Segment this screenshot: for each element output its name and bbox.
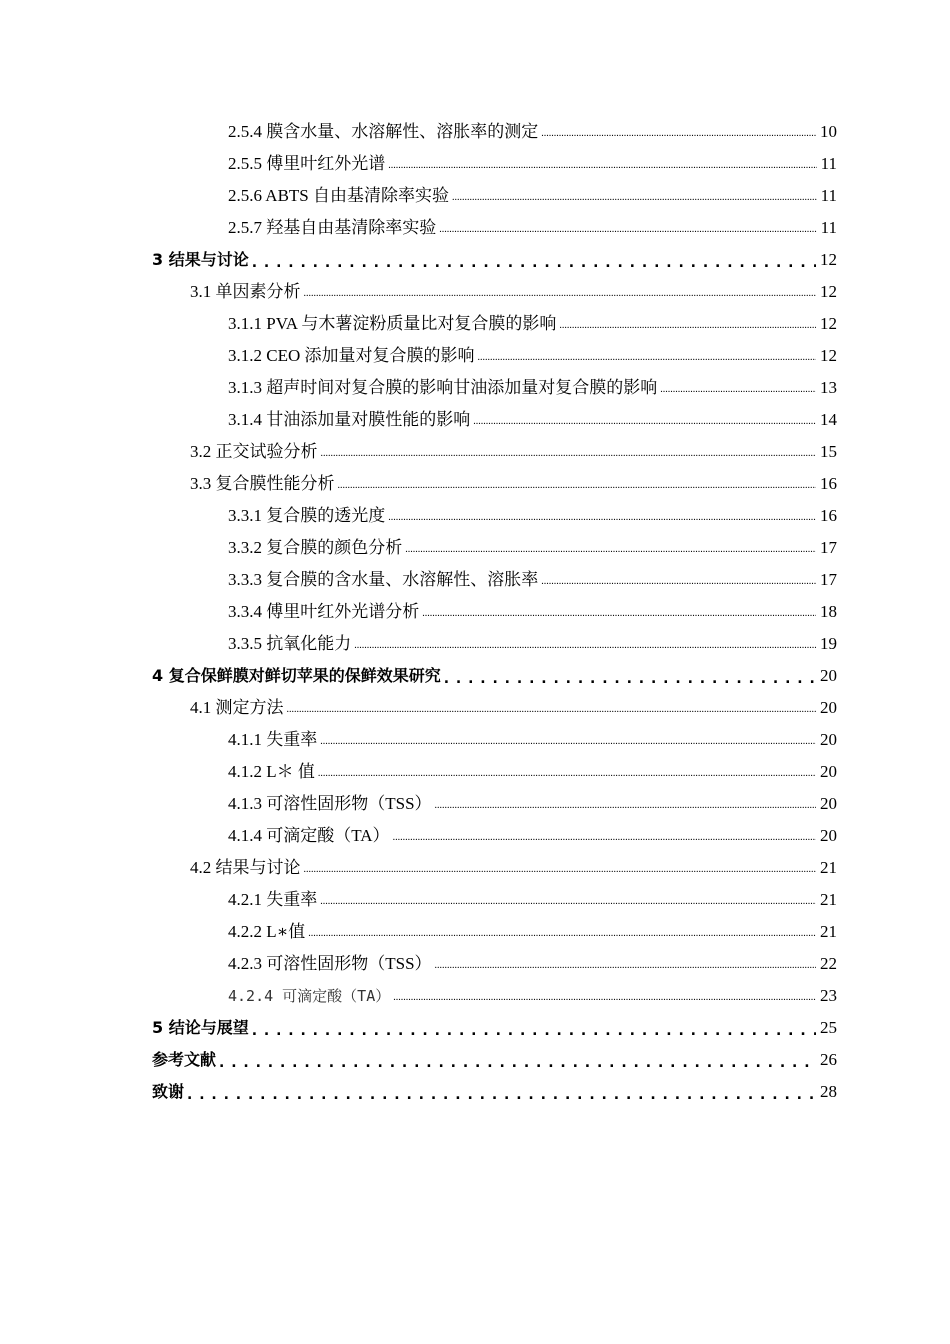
- toc-entry[interactable]: [0, 1076, 950, 1108]
- toc-entry-title: 2.5.6 ABTS 自由基清除率实验: [228, 186, 450, 205]
- toc-entry-title: 4.2.1 失重率: [228, 890, 318, 909]
- toc-entry[interactable]: [0, 436, 950, 468]
- toc-entry-page-number: 10: [820, 122, 837, 141]
- toc-dot-leader: [393, 820, 816, 852]
- toc-entry[interactable]: [0, 1012, 950, 1044]
- toc-dot-leader: [393, 980, 816, 1012]
- toc-entry-page-number: 11: [820, 154, 837, 173]
- toc-entry-title: 3.1.2 CEO 添加量对复合膜的影响: [228, 346, 475, 365]
- toc-entry[interactable]: [0, 1044, 950, 1076]
- toc-entry[interactable]: [0, 468, 950, 500]
- toc-dot-leader: [473, 404, 816, 436]
- toc-entry-page-number: 21: [820, 922, 837, 941]
- toc-dot-leader: [541, 116, 816, 148]
- toc-entry-title: 3.1 单因素分析: [190, 282, 301, 301]
- toc-dot-leader: [452, 180, 817, 212]
- toc-dot-leader: [252, 244, 816, 276]
- toc-entry-title: 4.1 测定方法: [190, 698, 284, 717]
- toc-entry[interactable]: [0, 340, 950, 372]
- toc-dot-leader: [320, 884, 816, 916]
- toc-dot-leader: [219, 1044, 816, 1076]
- toc-entry[interactable]: [0, 372, 950, 404]
- toc-entry-title: 5 结论与展望: [152, 1018, 249, 1037]
- toc-entry[interactable]: [0, 916, 950, 948]
- toc-dot-leader: [252, 1012, 816, 1044]
- toc-dot-leader: [439, 212, 816, 244]
- toc-entry-page-number: 12: [820, 346, 837, 365]
- toc-entry-page-number: 11: [820, 218, 837, 237]
- toc-entry-page-number: 28: [820, 1082, 837, 1101]
- toc-entry-title: 4.2.4 可滴定酸（TA）: [228, 987, 391, 1005]
- toc-entry-page-number: 26: [820, 1050, 837, 1069]
- toc-entry-title: 致谢: [152, 1082, 185, 1101]
- toc-dot-leader: [354, 628, 816, 660]
- toc-entry-title: 3.1.4 甘油添加量对膜性能的影响: [228, 410, 471, 429]
- toc-entry-title: 4.1.1 失重率: [228, 730, 318, 749]
- toc-entry-title: 3.3.5 抗氧化能力: [228, 634, 352, 653]
- toc-entry[interactable]: [0, 116, 950, 148]
- toc-entry[interactable]: [0, 308, 950, 340]
- toc-entry-title: 3.2 正交试验分析: [190, 442, 318, 461]
- toc-entry[interactable]: [0, 628, 950, 660]
- toc-entry-title: 3.3.1 复合膜的透光度: [228, 506, 386, 525]
- table-of-contents: [0, 116, 950, 1108]
- toc-entry[interactable]: [0, 852, 950, 884]
- toc-entry[interactable]: [0, 980, 950, 1012]
- toc-entry[interactable]: [0, 756, 950, 788]
- toc-entry-title: 3.3.3 复合膜的含水量、水溶解性、溶胀率: [228, 570, 539, 589]
- toc-entry-page-number: 17: [820, 570, 837, 589]
- toc-dot-leader: [422, 596, 816, 628]
- toc-dot-leader: [321, 436, 817, 468]
- toc-entry-page-number: 19: [820, 634, 837, 653]
- toc-dot-leader: [318, 756, 816, 788]
- toc-entry-title: 4.2.2 L∗值: [228, 922, 306, 941]
- toc-entry-title: 4.1.4 可滴定酸（TA）: [228, 826, 390, 845]
- toc-entry-title: 3.1.3 超声时间对复合膜的影响甘油添加量对复合膜的影响: [228, 378, 658, 397]
- toc-entry-title: 3.1.1 PVA 与木薯淀粉质量比对复合膜的影响: [228, 314, 557, 333]
- toc-entry-title: 3 结果与讨论: [152, 250, 249, 269]
- toc-entry-page-number: 20: [820, 826, 837, 845]
- toc-entry-page-number: 13: [820, 378, 837, 397]
- toc-entry-title: 4.1.2 L＊ 值: [228, 762, 315, 781]
- toc-entry-title: 3.3.2 复合膜的颜色分析: [228, 538, 403, 557]
- toc-entry-page-number: 18: [820, 602, 837, 621]
- toc-entry-title: 4.1.3 可溶性固形物（TSS）: [228, 794, 432, 813]
- toc-entry-page-number: 16: [820, 506, 837, 525]
- toc-entry-page-number: 20: [820, 794, 837, 813]
- toc-entry[interactable]: [0, 788, 950, 820]
- toc-entry-page-number: 12: [820, 314, 837, 333]
- toc-entry[interactable]: [0, 596, 950, 628]
- toc-entry[interactable]: [0, 180, 950, 212]
- toc-entry[interactable]: [0, 564, 950, 596]
- toc-dot-leader: [435, 788, 816, 820]
- toc-entry-page-number: 12: [820, 282, 837, 301]
- toc-dot-leader: [388, 148, 816, 180]
- toc-dot-leader: [308, 916, 816, 948]
- toc-entry-title: 2.5.7 羟基自由基清除率实验: [228, 218, 437, 237]
- toc-entry[interactable]: [0, 948, 950, 980]
- toc-dot-leader: [478, 340, 817, 372]
- toc-dot-leader: [320, 724, 816, 756]
- toc-dot-leader: [304, 852, 817, 884]
- toc-entry-page-number: 20: [820, 666, 837, 685]
- toc-entry[interactable]: [0, 532, 950, 564]
- toc-entry-page-number: 20: [820, 762, 837, 781]
- toc-dot-leader: [388, 500, 816, 532]
- toc-entry-page-number: 15: [820, 442, 837, 461]
- toc-entry[interactable]: [0, 276, 950, 308]
- toc-entry[interactable]: [0, 820, 950, 852]
- toc-entry-page-number: 14: [820, 410, 837, 429]
- toc-entry-page-number: 11: [820, 186, 837, 205]
- toc-dot-leader: [444, 660, 816, 692]
- toc-entry[interactable]: [0, 404, 950, 436]
- toc-dot-leader: [304, 276, 817, 308]
- toc-entry-page-number: 25: [820, 1018, 837, 1037]
- toc-entry[interactable]: [0, 212, 950, 244]
- toc-dot-leader: [660, 372, 816, 404]
- toc-entry-page-number: 21: [820, 858, 837, 877]
- toc-entry-title: 参考文献: [152, 1050, 217, 1069]
- toc-dot-leader: [338, 468, 817, 500]
- toc-entry[interactable]: [0, 692, 950, 724]
- toc-entry[interactable]: [0, 148, 950, 180]
- toc-entry-title: 2.5.4 膜含水量、水溶解性、溶胀率的测定: [228, 122, 539, 141]
- toc-dot-leader: [541, 564, 816, 596]
- toc-entry-title: 4 复合保鲜膜对鲜切苹果的保鲜效果研究: [152, 666, 441, 685]
- toc-dot-leader: [405, 532, 816, 564]
- toc-entry[interactable]: [0, 500, 950, 532]
- toc-dot-leader: [187, 1076, 816, 1108]
- toc-entry-page-number: 23: [820, 986, 837, 1005]
- toc-dot-leader: [435, 948, 816, 980]
- toc-entry-title: 4.2 结果与讨论: [190, 858, 301, 877]
- toc-entry-page-number: 20: [820, 698, 837, 717]
- toc-entry[interactable]: [0, 884, 950, 916]
- toc-entry-title: 4.2.3 可溶性固形物（TSS）: [228, 954, 432, 973]
- toc-entry-page-number: 20: [820, 730, 837, 749]
- toc-entry[interactable]: [0, 660, 950, 692]
- toc-entry-title: 3.3.4 傅里叶红外光谱分析: [228, 602, 420, 621]
- toc-entry-page-number: 21: [820, 890, 837, 909]
- toc-entry[interactable]: [0, 244, 950, 276]
- toc-entry-page-number: 22: [820, 954, 837, 973]
- toc-dot-leader: [287, 692, 817, 724]
- toc-entry-page-number: 12: [820, 250, 837, 269]
- toc-dot-leader: [559, 308, 816, 340]
- toc-entry[interactable]: [0, 724, 950, 756]
- toc-entry-title: 3.3 复合膜性能分析: [190, 474, 335, 493]
- toc-entry-title: 2.5.5 傅里叶红外光谱: [228, 154, 386, 173]
- toc-entry-page-number: 16: [820, 474, 837, 493]
- toc-entry-page-number: 17: [820, 538, 837, 557]
